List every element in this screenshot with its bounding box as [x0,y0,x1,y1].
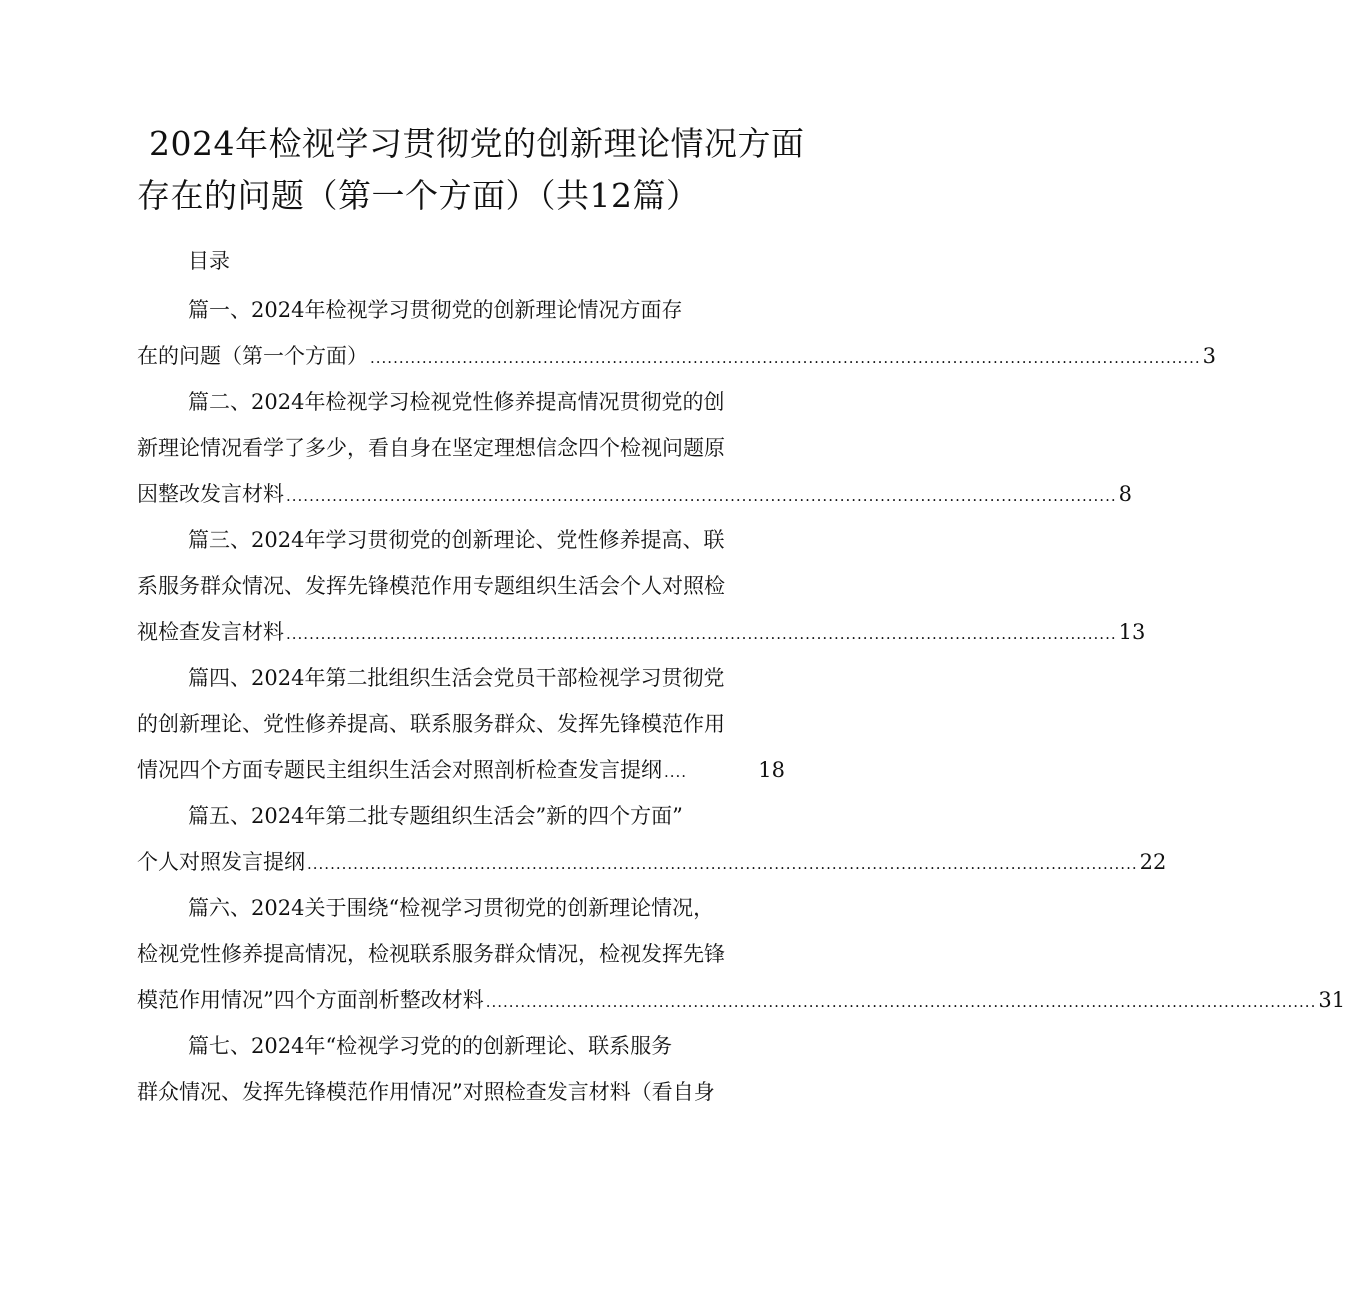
toc-entry-6[interactable] [137,885,1345,1023]
toc-entry-4[interactable] [137,655,785,793]
toc-entry-last-line [137,977,1345,1023]
toc-leader-dots: ................................................................................................................................................ [485,993,1317,1011]
toc-entry-line: 篇三、2024年学习贯彻党的创新理论、党性修养提高、联 [188,528,725,552]
toc-entry-line: 个人对照发言提纲 [137,850,305,874]
toc-leader-dots: .... [664,763,688,781]
toc-entry-last-line [137,333,1216,379]
title-line-1: 2024年检视学习贯彻党的创新理论情况方面 [149,124,805,163]
toc-entry-5[interactable] [137,793,1167,885]
toc-leader-dots: ................................................................................................................................................ [286,625,1117,643]
toc-leader-dots: ................................................................................................................................................ [307,855,1138,873]
toc-entry-line: 因整改发言材料 [137,482,284,506]
toc-entry-line: 篇二、2024年检视学习检视党性修养提高情况贯彻党的创 [188,390,725,414]
toc-entry-line: 篇六、2024关于围绕“检视学习贯彻党的创新理论情况， [188,896,715,920]
toc-entry-line: 在的问题（第一个方面） [137,344,368,368]
toc-page-number: 8 [1118,482,1132,506]
toc-leader-dots: ................................................................................................................................................ [370,349,1201,367]
toc-entry-2[interactable] [137,379,1132,517]
document-title [137,118,805,222]
toc-entry-line: 视检查发言材料 [137,620,284,644]
toc-leader-dots: ................................................................................................................................................ [286,487,1117,505]
toc-entry-line: 篇一、2024年检视学习贯彻党的创新理论情况方面存 [188,298,683,322]
toc-entry-line: 模范作用情况”四个方面剖析整改材料 [137,988,484,1012]
toc-entry-3[interactable] [137,517,1146,655]
toc-entry-line: 检视党性修养提高情况，检视联系服务群众情况，检视发挥先锋 [137,942,725,966]
table-of-contents [137,287,1345,1115]
toc-entry-last-line [137,471,1132,517]
toc-page-number: 3 [1202,344,1216,368]
toc-entry-line: 系服务群众情况、发挥先锋模范作用专题组织生活会个人对照检 [137,574,725,598]
toc-page-number: 31 [1318,988,1345,1012]
toc-entry-last-line [137,609,1146,655]
toc-entry-last-line [137,747,785,793]
toc-entry-last-line [137,839,1167,885]
toc-entry-7[interactable] [137,1023,785,1115]
toc-page-number: 22 [1139,850,1167,874]
toc-entry-line: 群众情况、发挥先锋模范作用情况”对照检查发言材料（看自身 [137,1080,715,1104]
toc-entry-line: 篇七、2024年“检视学习党的的创新理论、联系服务 [188,1034,673,1058]
toc-entry-line: 新理论情况看学了多少，看自身在坚定理想信念四个检视问题原 [137,436,725,460]
toc-page-number: 18 [758,758,785,782]
toc-entry-1[interactable] [137,287,1216,379]
toc-entry-line: 篇五、2024年第二批专题组织生活会”新的四个方面” [188,804,683,828]
toc-entry-line: 篇四、2024年第二批组织生活会党员干部检视学习贯彻党 [188,666,725,690]
toc-page-number: 13 [1118,620,1146,644]
toc-entry-line: 情况四个方面专题民主组织生活会对照剖析检查发言提纲 [137,758,662,782]
title-line-2: 存在的问题（第一个方面）（共12篇） [137,176,700,215]
toc-heading: 目录 [188,249,230,273]
toc-entry-line: 的创新理论、党性修养提高、联系服务群众、发挥先锋模范作用 [137,712,725,736]
